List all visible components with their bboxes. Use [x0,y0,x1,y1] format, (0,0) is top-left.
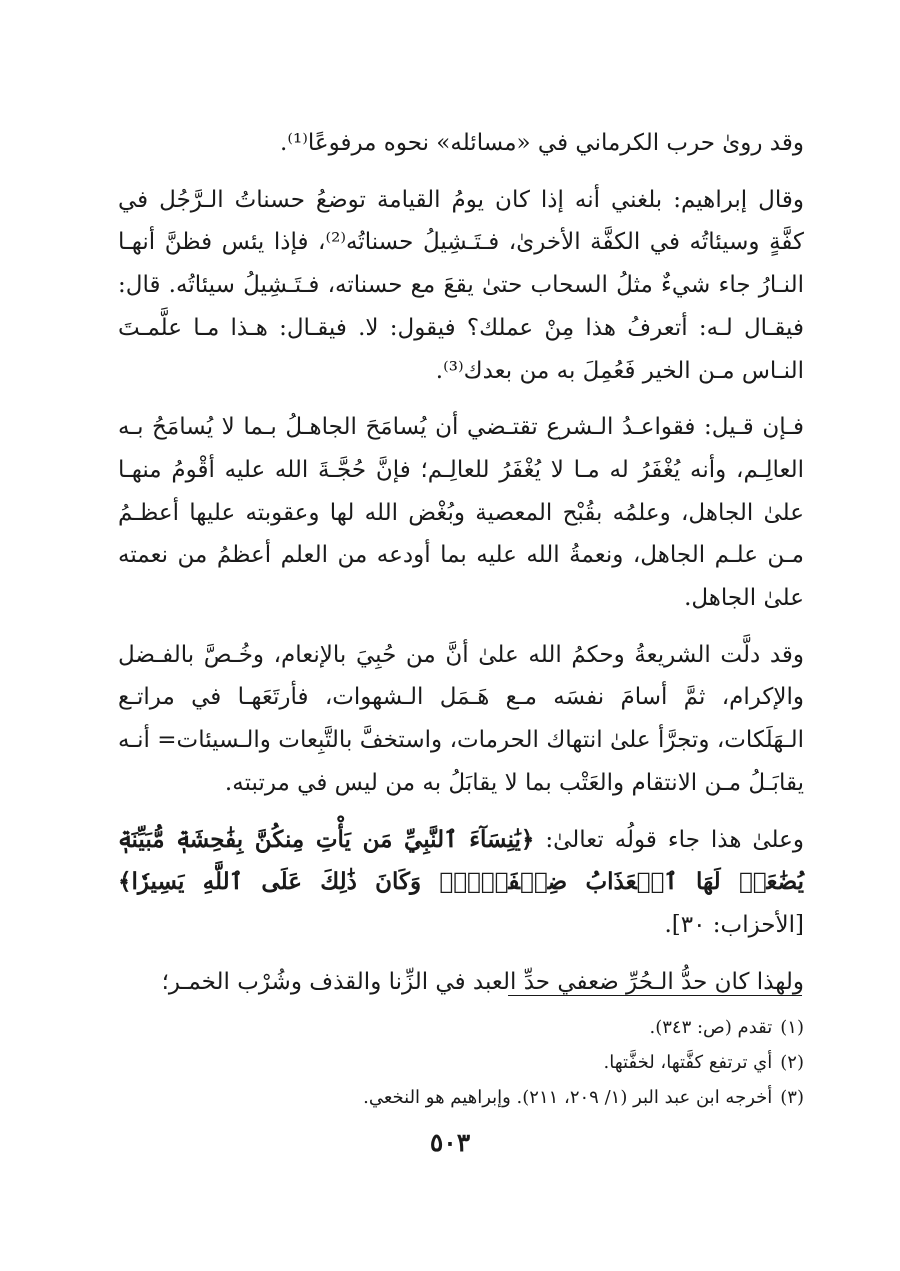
paragraph-hadd-punishment: ولهذا كان حدُّ الـحُرِّ ضعفي حدِّ العبد في الزِّنا والقذف وشُرْب الخمـر؛ [161,968,804,995]
footnote-text: أخرجه ابن عبد البر (١/ ٢٠٩، ٢١١). وإبراهيم هو النخعي. [363,1087,773,1108]
footnote-text: أي ترتفع كفَّتها، لخفَّتها. [603,1052,773,1073]
footnote-1 [118,1010,804,1045]
paragraph-ibrahim-saying: وقال إبراهيم: بلغني أنه إذا كان يومُ القيامة توضعُ حسناتُ الـرَّجُل في كفَّةٍ وسيئاتُه في الكفَّة الأخرىٰ، فـتَـشِيلُ حسناتُه⁽²⁾، فإذا يئس فظنَّ أنهـا النـارُ جاء شيءٌ مثلُ السحاب حتىٰ يقعَ مع حسناته، فـتَـشِيلُ سيئاتُه. قال: فيقـال لـه: أتعرفُ هذا مِنْ عملك؟ فيقول: لا. فيقـال: هـذا مـا علَّمـتَ النـاس مـن الخير فَعُمِلَ به من بعدك⁽³⁾. [118,186,804,384]
page-number: ٥٠٣ [429,1128,471,1157]
paragraph-quran-verse [118,819,804,947]
verse-citation: [الأحزاب: ٣٠]. [664,911,804,938]
footnote-divider [508,995,802,996]
verse-intro: وعلىٰ هذا جاء قولُه تعالىٰ: [534,826,805,853]
paragraph-objection: فـإن قـيل: فقواعـدُ الـشرع تقتـضي أن يُسامَحَ الجاهـلُ بـما لا يُسامَحُ بـه العالِـم، وأنه يُغْفَرُ له مـا لا يُغْفَرُ للعالِـم؛ فإنَّ حُجَّـةَ الله عليه أقْومُ منهـا علىٰ الجاهل، وعلمُه بقُبْح المعصية وبُغْض الله لها وعقوبته عليها أعظـمُ مـن علـم الجاهل، ونعمةُ الله عليه بما أودعه من العلم أعظمُ من نعمته علىٰ الجاهل. [118,414,804,612]
footnote-number: (٣) [780,1087,804,1108]
footnotes-section [118,1010,804,1115]
paragraph-harb-narration: وقد روىٰ حرب الكرماني في «مسائله» نحوه مرفوعًا⁽¹⁾. [280,130,804,156]
footnote-number: (٢) [780,1052,804,1073]
main-text [118,122,804,1003]
paragraph-sharia-evidence: وقد دلَّت الشريعةُ وحكمُ الله علىٰ أنَّ من حُبِيَ بالإنعام، وخُـصَّ بالفـضل والإكرام، ثمَّ أسامَ نفسَه مـع هَـمَل الـشهوات، فأرتَعَهـا في مراتـع الـهَلَكات، وتجرَّأ علىٰ انتهاك الحرمات، واستخفَّ بالتَّبِعات والـسيئات= أنـه يقابَـلُ مـن الانتقام والعَتْب بما لا يقابَلُ به من ليس في مرتبته. [118,641,804,796]
footnote-2 [118,1045,804,1080]
footnote-text: تقدم (ص: ٣٤٣). [649,1017,773,1038]
footnote-3 [118,1080,804,1115]
footnote-number: (١) [780,1017,804,1038]
quran-verse-text: ﴿يَٰنِسَآءَ ٱلنَّبِيِّ مَن يَأْتِ مِنكُنَّ بِفَٰحِشَةٖ مُّبَيِّنَةٖ يُضَٰعَفۡ لَهَا ٱلۡعَذَابُ ضِعۡفَيۡنِۚ وَكَانَ ذَٰلِكَ عَلَى ٱللَّهِ يَسِيرٗا﴾ [118,825,804,896]
